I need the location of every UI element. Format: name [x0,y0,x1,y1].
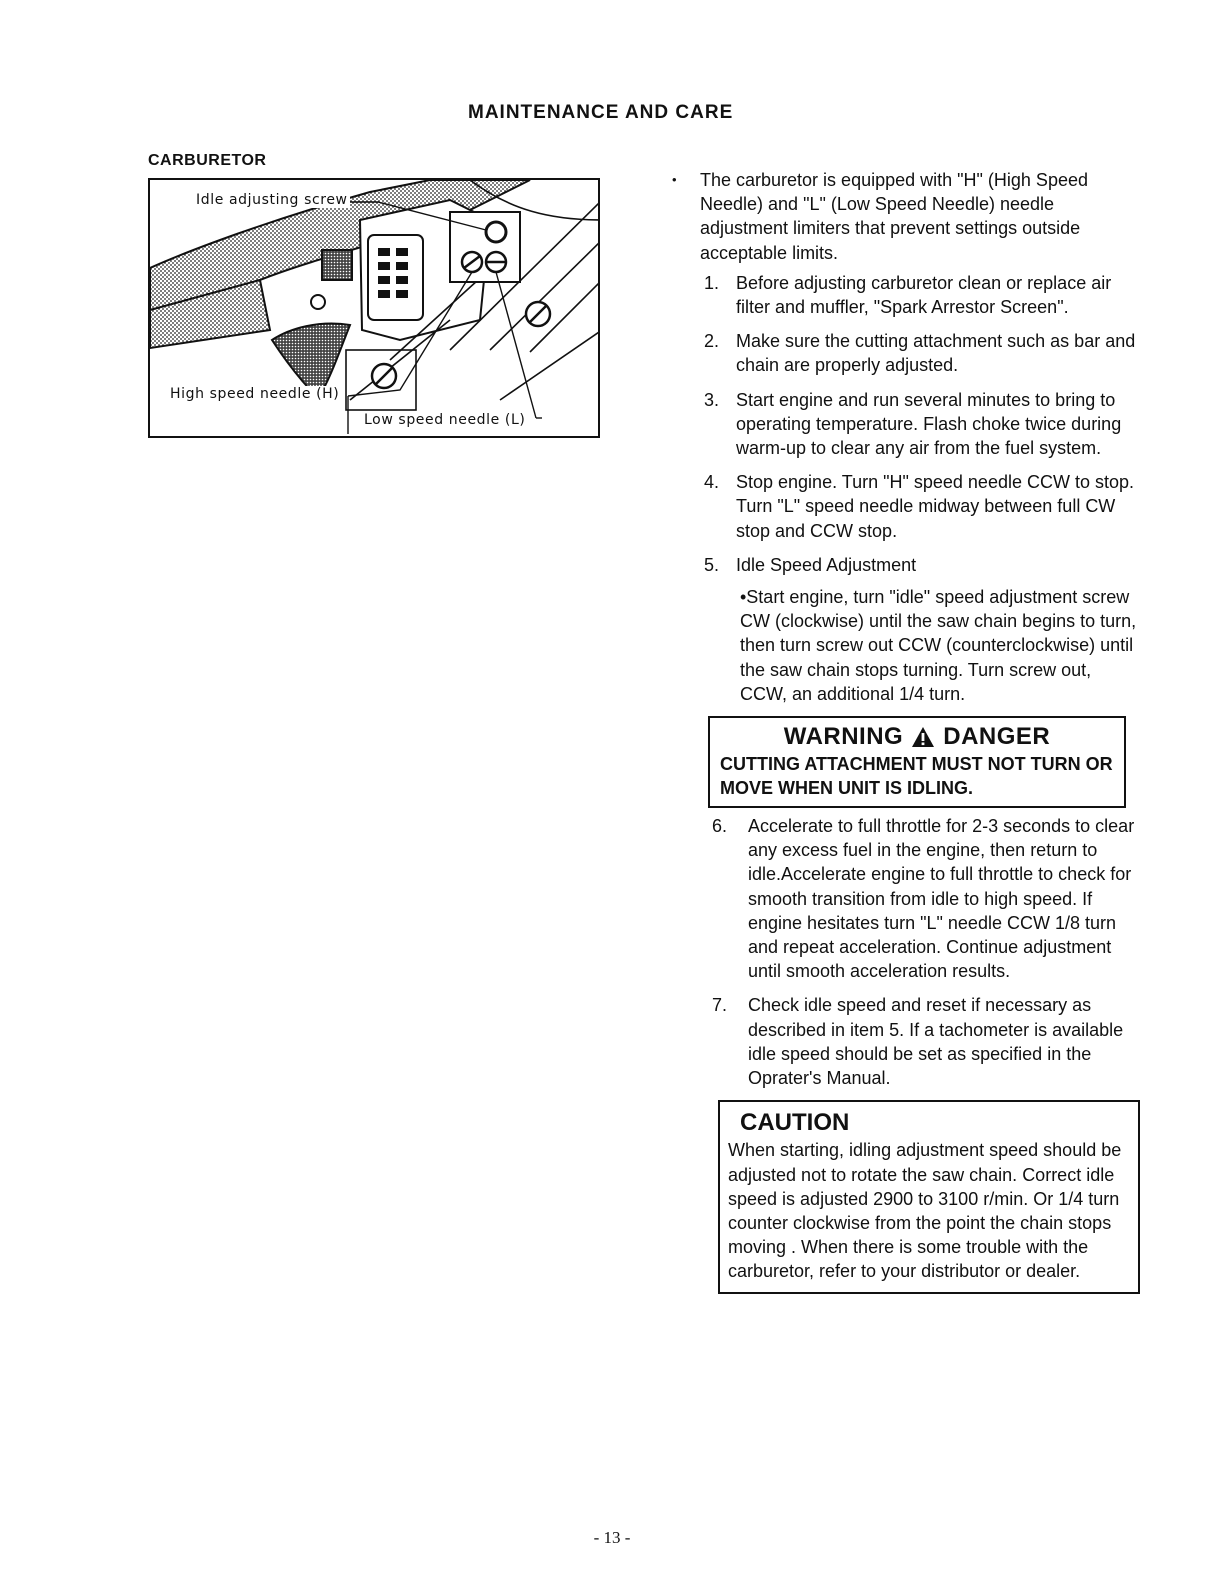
warning-box [708,716,1126,808]
list-item [672,993,1142,1090]
list-item [672,271,1142,319]
step-number: 2. [704,331,720,352]
step-text: Check idle speed and reset if necessary as described in item 5. If a tachometer is available idle speed should be set as specified in the Oprater's Manual. [748,995,1124,1089]
idle-adjustment-detail: •Start engine, turn "idle" speed adjustment screw CW (clockwise) until the saw chain begins to turn, then turn screw out CCW (counterclockwise) until the saw chain stops turning. Turn screw out, CCW, an additional 1/4 turn. [740,587,1137,704]
step-text: Accelerate to full throttle for 2-3 seconds to clear any excess fuel in the engine, then return to idle.Accelerate engine to full throttle to check for smooth transition from idle to high speed. If engine hesitates turn "L" needle CCW 1/8 turn and repeat acceleration. Continue adjustment until smooth acceleration results. [748,816,1135,982]
intro-paragraph [672,168,1142,265]
bullet-icon: • [672,172,677,187]
step-text: Start engine and run several minutes to bring to operating temperature. Flash choke twice during warm-up to clear any air from the fuel system. [736,389,1122,459]
step-number: 4. [704,472,720,493]
list-item [672,553,1142,706]
steps-list-continued [672,814,1142,1090]
step-number: 7. [712,995,728,1016]
list-item [672,329,1142,377]
step-text: Make sure the cutting attachment such as bar and chain are properly adjusted. [736,331,1136,376]
intro-text: The carburetor is equipped with "H" (High Speed Needle) and "L" (Low Speed Needle) needle adjustment limiters that prevent settings outside acceptable limits. [700,170,1088,263]
warning-text: CUTTING ATTACHMENT MUST NOT TURN OR MOVE WHEN UNIT IS IDLING. [720,754,1113,799]
carburetor-figure [148,178,600,438]
warning-label: WARNING [783,723,904,751]
danger-label: DANGER [943,723,1051,751]
step-text: Before adjusting carburetor clean or replace air filter and muffler, "Spark Arrestor Screen". [736,272,1112,318]
list-item [672,388,1142,461]
section-heading: CARBURETOR [148,152,267,169]
step-number: 1. [704,272,720,293]
list-item [672,814,1142,983]
list-item [672,470,1142,543]
steps-list [672,271,1142,706]
step-number: 3. [704,389,720,410]
page-title: MAINTENANCE AND CARE [468,102,734,123]
step-text: Stop engine. Turn "H" speed needle CCW to stop. Turn "L" speed needle midway between full CW stop and CCW stop. [736,472,1135,541]
idle-screw-label: Idle adjusting screw [196,192,348,208]
warning-title [720,722,1114,752]
page-number: - 13 - [593,1528,631,1547]
instructions [672,168,1142,1294]
low-needle-label: Low speed needle (L) [364,412,526,428]
high-needle-label: High speed needle (H) [170,386,340,402]
step-number: 6. [712,816,728,837]
caution-title: CAUTION [740,1109,850,1137]
step-text: Idle Speed Adjustment [736,554,917,575]
caution-box [718,1100,1140,1293]
step-number: 5. [704,554,720,575]
caution-text: When starting, idling adjustment speed should be adjusted not to rotate the saw chain. Correct idle speed is adjusted 2900 to 3100 r/min. Or 1/4 turn counter clockwise from the point the chain stops moving . When there is some trouble with the carburetor, refer to your distributor or dealer. [728,1140,1122,1282]
warning-triangle-icon [911,726,935,748]
